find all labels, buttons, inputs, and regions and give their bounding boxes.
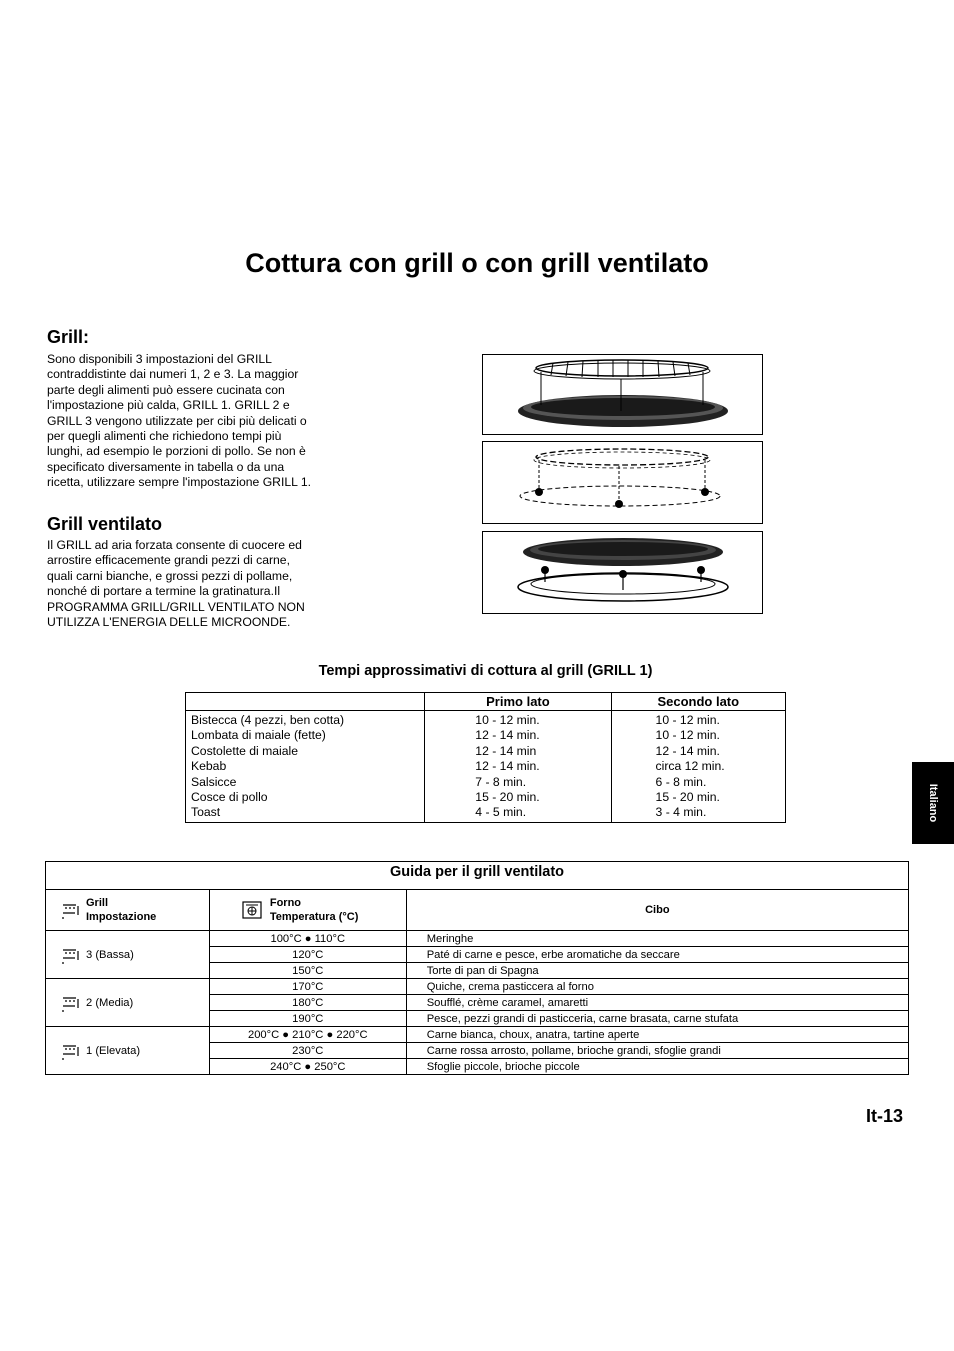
table-row (46, 931, 909, 947)
grill-icon (60, 900, 80, 920)
rack-exploded-illustration (482, 441, 763, 524)
food-cell: Carne bianca, choux, anatra, tartine aperte (406, 1027, 908, 1043)
table-row (186, 711, 786, 823)
temperature-cell: 100°C ● 110°C (209, 931, 406, 947)
oven-header-line: Forno (269, 897, 302, 909)
food-column (186, 711, 425, 823)
time-value: 10 - 12 min. (655, 728, 720, 743)
guide-header-row (46, 890, 909, 931)
grill-ventilato-line: arrostire efficacemente grandi pezzi di carne, (47, 553, 290, 568)
language-tab-label: Italiano (927, 783, 939, 823)
grill-icon (60, 1041, 80, 1061)
grill-ventilato-line: Il GRILL ad aria forzata consente di cuocere ed (47, 538, 302, 552)
time-value: 15 - 20 min. (655, 790, 720, 805)
grill-line: l'impostazione più calda, GRILL 1. GRILL 2 e (47, 398, 290, 413)
temperature-cell: 240°C ● 250°C (209, 1059, 406, 1075)
grill-ventilato-heading: Grill ventilato (47, 514, 163, 534)
grill-setting-label: 2 (Media) (86, 996, 134, 1009)
time-value: 4 - 5 min. (475, 805, 527, 820)
food-cell: Pesce, pezzi grandi di pasticceria, carne brasata, carne stufata (406, 1011, 908, 1027)
grill-line: lunghi, ad esempio le porzioni di pollo. Se non è (47, 444, 306, 459)
temperature-cell: 230°C (209, 1043, 406, 1059)
rack-on-turntable-illustration (482, 354, 763, 435)
time-value: 12 - 14 min. (475, 759, 540, 774)
table-header: Secondo lato (611, 693, 785, 711)
page-title: Cottura con grill o con grill ventilato (245, 248, 709, 278)
food-cell: Carne rossa arrosto, pollame, brioche grandi, sfoglie grandi (406, 1043, 908, 1059)
time-value: 12 - 14 min. (475, 728, 540, 743)
grill-setting-cell (46, 931, 210, 979)
language-tab (912, 762, 954, 844)
table-header: Primo lato (425, 693, 611, 711)
oven-header-line: Temperatura (°C) (269, 911, 359, 923)
table-header-row (186, 693, 786, 711)
grill-setting-header (46, 890, 210, 931)
time-value: 15 - 20 min. (475, 790, 540, 805)
grill-setting-cell (46, 979, 210, 1027)
table-row (46, 979, 909, 995)
grill-paragraph (47, 352, 311, 491)
time-value: circa 12 min. (655, 759, 725, 774)
food-cell: Sfoglie piccole, brioche piccole (406, 1059, 908, 1075)
time-value: 7 - 8 min. (475, 774, 527, 789)
oven-temp-header (209, 890, 406, 931)
grill-line: parte degli alimenti può essere cucinata con (47, 382, 285, 397)
grill-ventilato-line: PROGRAMMA GRILL/GRILL VENTILATO NON (47, 599, 305, 614)
guide-title: Guida per il grill ventilato (45, 861, 909, 889)
food-item: Toast (191, 805, 221, 820)
time-value: 12 - 14 min. (655, 743, 720, 758)
food-cell: Torte di pan di Spagna (406, 963, 908, 979)
grill-ventilato-line: UTILIZZA L'ENERGIA DELLE MICROONDE. (47, 615, 291, 630)
convection-oven-icon (242, 900, 264, 920)
grill-header-line: Grill (86, 897, 109, 909)
time-value: 10 - 12 min. (655, 713, 720, 727)
time-value: 6 - 8 min. (655, 774, 707, 789)
temperature-cell: 200°C ● 210°C ● 220°C (209, 1027, 406, 1043)
time-value: 3 - 4 min. (655, 805, 707, 820)
grill-icon (60, 993, 80, 1013)
grill-header-line: Impostazione (86, 911, 157, 923)
grill-line: Sono disponibili 3 impostazioni del GRILL (47, 352, 272, 366)
food-header: Cibo (406, 890, 908, 931)
grill-ventilato-line: nonché di portare a termine la gratinatura.Il (47, 584, 281, 599)
grill-setting-label: 1 (Elevata) (86, 1044, 141, 1057)
temperature-cell: 120°C (209, 947, 406, 963)
grill-heading: Grill: (47, 327, 90, 347)
food-cell: Paté di carne e pesce, erbe aromatiche da seccare (406, 947, 908, 963)
food-item: Costolette di maiale (191, 743, 299, 758)
temperature-cell: 190°C (209, 1011, 406, 1027)
food-item: Lombata di maiale (fette) (191, 728, 326, 743)
grill-line: GRILL 3 vengono utilizzate per cibi più delicati o (47, 413, 307, 428)
temperature-cell: 150°C (209, 963, 406, 979)
grill-times-title: Tempi approssimativi di cottura al grill (GRILL 1) (318, 663, 653, 679)
grill-setting-label: 3 (Bassa) (86, 948, 134, 961)
first-side-column (425, 711, 611, 823)
temperature-cell: 180°C (209, 995, 406, 1011)
table-header (186, 693, 425, 711)
food-cell: Meringhe (406, 931, 908, 947)
food-item: Kebab (191, 759, 227, 774)
grill-line: per quegli alimenti che richiedono tempi più (47, 429, 282, 444)
page-number: It-13 (866, 1106, 904, 1126)
grill-line: specificato diversamente in tabella o da una (47, 459, 285, 474)
food-item: Salsicce (191, 774, 237, 789)
rack-under-turntable-illustration (482, 531, 763, 614)
food-item: Cosce di pollo (191, 790, 268, 805)
time-value: 10 - 12 min. (475, 713, 540, 727)
second-side-column (611, 711, 785, 823)
grill-line: contraddistinte dai numeri 1, 2 e 3. La maggior (47, 367, 299, 382)
table-row (46, 1027, 909, 1043)
grill-icon (60, 945, 80, 965)
grill-setting-cell (46, 1027, 210, 1075)
guide-table (45, 889, 909, 1075)
grill-times-table (185, 692, 786, 823)
food-cell: Soufflé, crème caramel, amaretti (406, 995, 908, 1011)
food-item: Bistecca (4 pezzi, ben cotta) (191, 713, 345, 727)
grill-line: ricetta, utilizzare sempre l'impostazione GRILL 1. (47, 475, 312, 490)
grill-ventilato-paragraph (47, 538, 305, 630)
food-cell: Quiche, crema pasticcera al forno (406, 979, 908, 995)
grill-ventilato-line: quali carni bianche, e grossi pezzi di pollame, (47, 568, 293, 583)
temperature-cell: 170°C (209, 979, 406, 995)
time-value: 12 - 14 min (475, 743, 537, 758)
